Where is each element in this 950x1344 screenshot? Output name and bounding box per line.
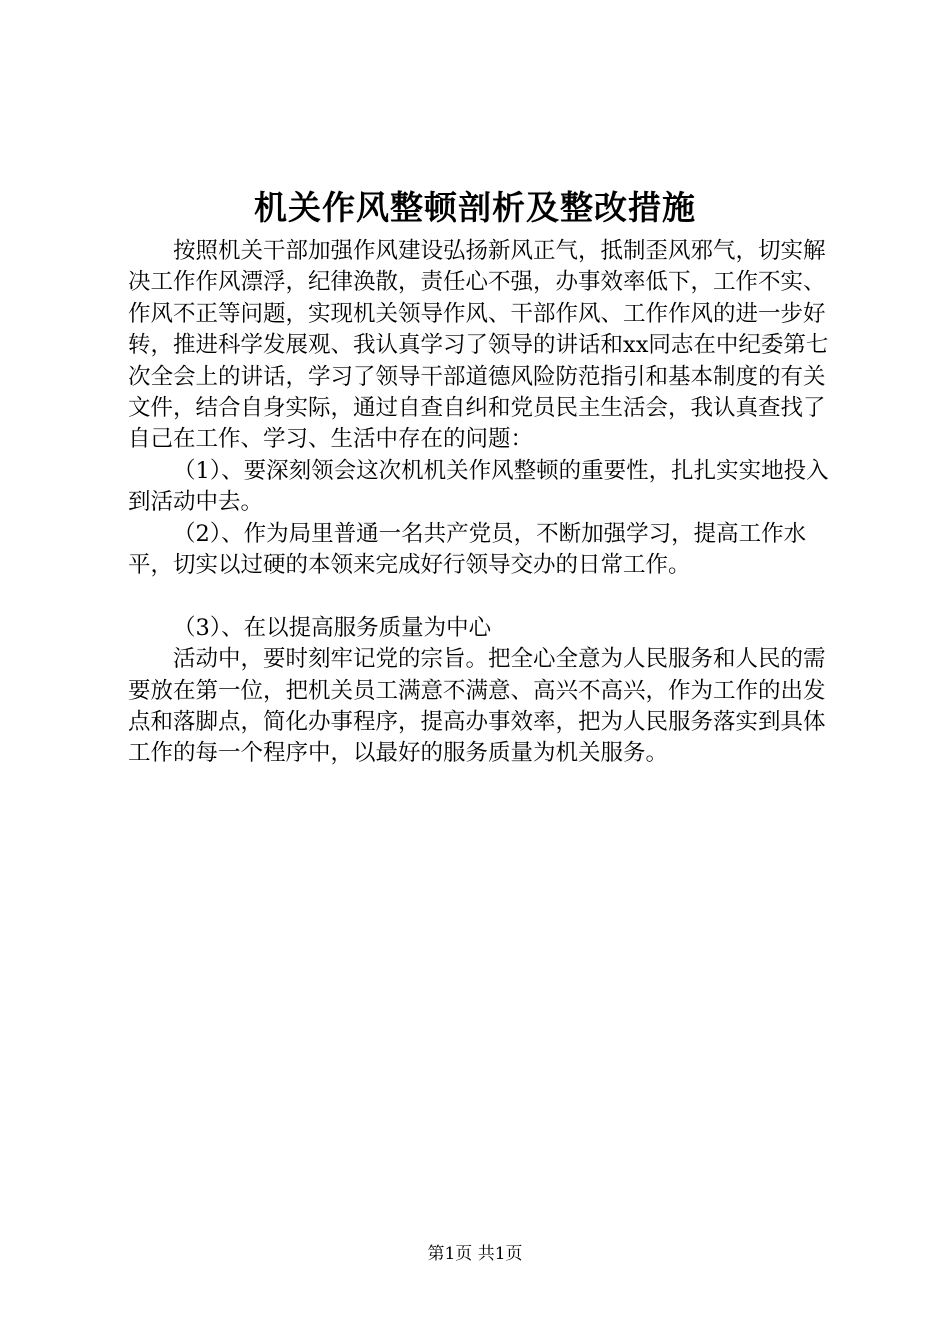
document-title: 机关作风整顿剖析及整改措施 (254, 188, 696, 227)
document-body (128, 236, 840, 770)
paragraph-item-3-body: 活动中，要时刻牢记党的宗旨。把全心全意为人民服务和人民的需要放在第一位，把机关员工满意不满意、高兴不高兴，作为工作的出发点和落脚点，简化办事程序，提高办事效率，把为人民服务落实到具体工作的每一个程序中，以最好的服务质量为机关服务。 (128, 646, 826, 767)
paragraph-item-3: （3）、在以提高服务质量为中心 (173, 614, 492, 641)
page-footer: 第1页 共1页 (427, 1244, 523, 1264)
paragraph-item-1: （1）、要深刻领会这次机机关作风整顿的重要性，扎扎实实地投入到活动中去。 (128, 457, 829, 516)
paragraph-item-2: （2）、作为局里普通一名共产党员，不断加强学习，提高工作水平，切实以过硬的本领来完成好行领导交办的日常工作。 (128, 520, 807, 579)
paragraph-intro: 按照机关干部加强作风建设弘扬新风正气，抵制歪风邪气，切实解决工作作风漂浮，纪律涣散，责任心不强，办事效率低下，工作不实、作风不正等问题，实现机关领导作风、干部作风、工作作风的进一步好转，推进科学发展观、我认真学习了领导的讲话和xx同志在中纪委第七次全会上的讲话，学习了领导干部道德风险防范指引和基本制度的有关文件，结合自身实际，通过自查自纠和党员民主生活会，我认真查找了自己在工作、学习、生活中存在的问题： (128, 238, 829, 453)
